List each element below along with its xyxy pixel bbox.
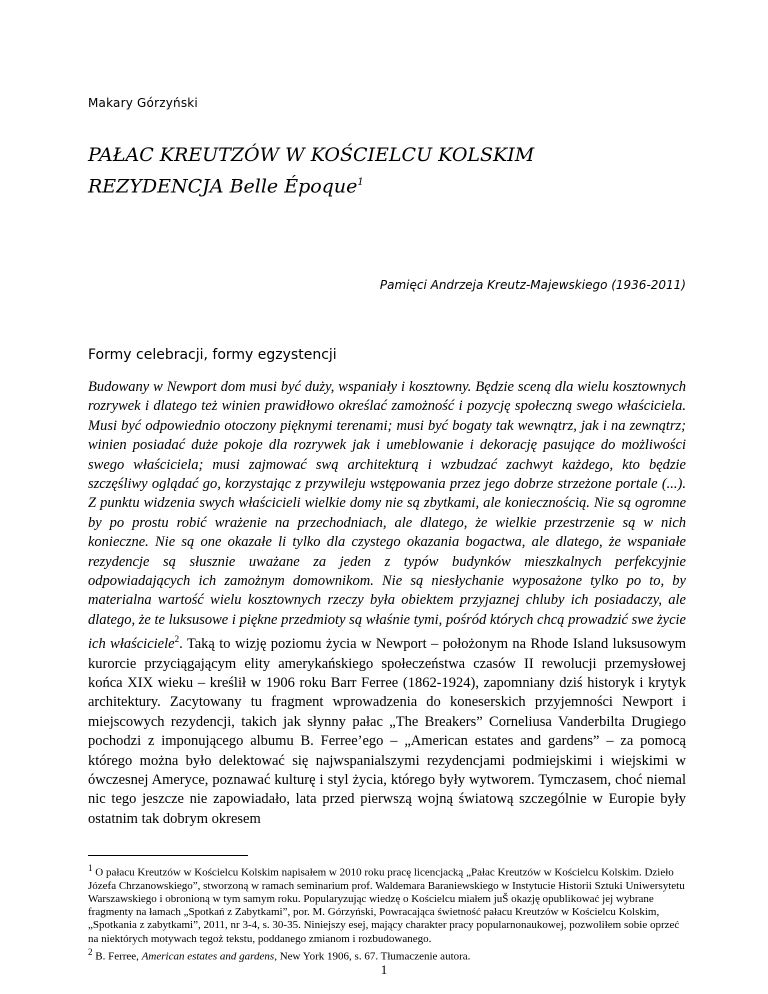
footnote-2-number: 2 <box>88 946 93 957</box>
footnote-divider <box>88 855 248 856</box>
footnote-2-title: American estates and gardens <box>141 950 275 963</box>
footnotes <box>88 862 686 964</box>
quote-footnote-ref: 2 <box>174 634 180 645</box>
title-footnote-ref: 1 <box>357 177 364 188</box>
title-line-2 <box>88 169 648 200</box>
dedication: Pamięci Andrzeja Kreutz-Majewskiego (1936-2011) <box>379 278 686 292</box>
section-heading: Formy celebracji, formy egzystencji <box>88 347 337 363</box>
footnote-1-number: 1 <box>88 863 93 873</box>
article-title <box>88 142 648 200</box>
footnote-1 <box>88 862 686 946</box>
page-number: 1 <box>380 962 388 977</box>
title-line-1: PAŁAC KREUTZÓW W KOŚCIELCU KOLSKIM <box>88 144 535 166</box>
body-paragraph <box>88 378 686 829</box>
block-quote: Budowany w Newport dom musi być duży, wspaniały i kosztowny. Będzie sceną dla wielu kosztownych rozrywek i dlatego też winien prawidłowo określać zamożność i pozycję społeczną swego właściciela. Musi być odpowiednio otoczony pięknymi terenami; musi być bogaty tak wewnątrz, jak i na zewnątrz; winien posiadać duże pokoje dla rozrywek jak i umeblowanie i dekorację pasujące do możliwości swego właściciela; musi zajmować swą architekturą i wzbudzać zachwyt każdego, kto będzie szczęśliwy oglądać go, korzystając z przywileju wstępowania przez jego dobrze strzeżone portale (...). Z punktu widzenia swych właścicieli wielkie domy nie są zbytkami, ale koniecznością. Nie są ogromne by po prostu robić wrażenie na przechodniach, ale dlatego, że wielkie przestrzenie są w nich konieczne. Nie są one okazałe li tylko dla czystego okazania bogactwa, ale dlatego, że wspaniałe rezydencje są słusznie uważane za jeden z typów budynków mieszkalnych perfekcyjnie odpowiadających ich zamożnym domownikom. Nie są niesłychanie wyposażone tylko po to, by materialna wartość wielu kosztownych rzeczy była obiektem przyjaznej chluby ich posiadaczy, ale dlatego, że te luksusowe i piękne przedmioty są właśnie tymi, pośród których chcą prowadzić swe życie ich właściciele <box>88 379 686 653</box>
author-name: Makary Górzyński <box>88 96 198 110</box>
title-line-2-text: REZYDENCJA Belle Époque <box>88 175 358 198</box>
footnote-2-suffix: , New York 1906, s. 67. Tłumaczenie autora. <box>274 950 471 963</box>
footnote-1-text: O pałacu Kreutzów w Kościelcu Kolskim napisałem w 2010 roku pracę licencjacką „Pałac Kreutzów w Kościelcu Kolskim. Dzieło Józefa Chrzanowskiego”, stworzoną w ramach seminarium prof. Waldemara Baraniewskiego w Instytucie Historii Sztuki Uniwersytetu Warszawskiego i obronioną w tym samym roku. Popularyzując wiedzę o Kościelcu miałem juŠ okazję opublikować jej wybrane fragmenty na łamach „Spotkań z Zabytkami”, por. M. Górzyński, Powracająca świetność pałacu Kreutzów w Kościelcu Kolskim, „Spotkania z zabytkami”, 2011, nr 3-4, s. 30-35. Niniejszy esej, mający charakter pracy popularnonaukowej, pozwoliłem sobie oprzeć na niektórych motywach tegoż tekstu, poddanego zmianom i rozbudowanego. <box>88 866 685 945</box>
footnote-2-prefix: B. Ferree, <box>95 950 139 963</box>
body-text: . Taką to wizję poziomu życia w Newport – położonym na Rhode Island luksusowym kurorcie przyciągającym elity amerykańskiego społeczeństwa czasów II rewolucji przemysłowej końca XIX wieku – kreślił w 1906 roku Barr Ferree (1862-1924), zapomniany dziś historyk i krytyk architektury. Zacytowany tu fragment wprowadzenia do koneserskich przyjemności Newport i miejscowych rezydencji, takich jak słynny pałac „The Breakers” Corneliusa Vanderbilta Drugiego pochodzi z imponującego albumu B. Ferree’ego – „American estates and gardens” – za pomocą którego można było delektować się najwspanialszymi rezydencjami podmiejskimi i wiejskimi w ówczesnej Ameryce, poznawać kulturę i styl życia, którego były wytworem. Tymczasem, choć niemal nic tego jeszcze nie zapowiadało, lata przed pierwszą wojną światową szczególnie w Europie były ostatnim tak dobrym okresem <box>88 636 686 827</box>
